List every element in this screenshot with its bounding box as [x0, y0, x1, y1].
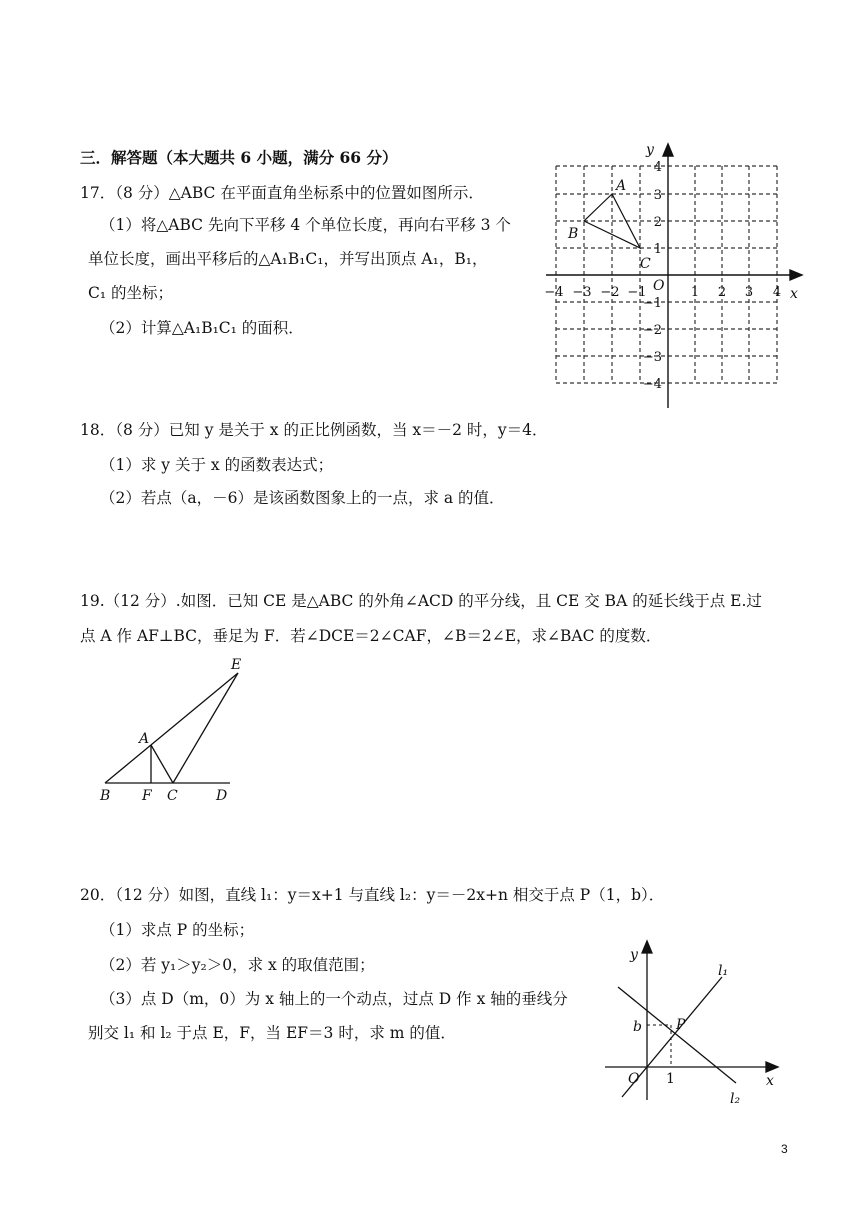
q17-y-arrow	[663, 144, 673, 156]
q17-y-tick: −2	[642, 323, 662, 338]
q20-y-label: y	[630, 947, 638, 963]
q17-x-tick: −4	[544, 285, 564, 300]
q17-label-c: C	[640, 256, 651, 272]
q19-triangle-figure	[95, 655, 245, 805]
q19-line-ce	[173, 673, 238, 783]
q18-stem: 18．（8 分）已知 y 是关于 x 的正比例函数，当 x＝－2 时，y＝4．	[80, 421, 548, 439]
q19-line-ac	[151, 745, 173, 783]
q17-y-tick: 3	[653, 188, 662, 203]
q19-label-e: E	[231, 657, 242, 673]
q17-y-tick: −1	[642, 296, 662, 311]
q20-x-label: x	[766, 1073, 774, 1089]
q17-y-tick: 1	[653, 242, 662, 257]
q18-part1: （1）求 y 关于 x 的函数表达式；	[100, 456, 334, 474]
q18-part2: （2）若点（a，－6）是该函数图象上的一点，求 a 的值．	[100, 489, 505, 507]
section-title: 三．解答题（本大题共 6 小题，满分 66 分）	[80, 148, 398, 167]
q19-label-c: C	[167, 788, 178, 804]
q20-tick-one: 1	[666, 1071, 675, 1087]
q17-part2: （2）计算△A₁B₁C₁ 的面积．	[100, 319, 304, 337]
q17-part1-line3: C₁ 的坐标；	[88, 284, 174, 302]
q20-label-b: b	[633, 1019, 642, 1035]
q17-label-b: B	[568, 226, 579, 242]
q17-x-tick: 1	[690, 285, 700, 300]
q20-stem: 20．（12 分）如图，直线 l₁：y＝x+1 与直线 l₂：y＝－2x+n 相交于点 P（1，b）．	[80, 886, 665, 904]
q17-x-tick: −1	[627, 285, 647, 300]
q20-origin-label: O	[628, 1071, 640, 1087]
q17-y-tick: 4	[653, 160, 662, 175]
q17-origin-label: O	[653, 278, 665, 294]
q17-part1-line1: （1）将△ABC 先向下平移 4 个单位长度，再向右平移 3 个	[100, 216, 511, 234]
q17-x-tick: −3	[572, 285, 592, 300]
q19-label-b: B	[100, 788, 111, 804]
q17-stem: 17．（8 分）△ABC 在平面直角坐标系中的位置如图所示．	[80, 184, 484, 202]
q20-part3-line2: 别交 l₁ 和 l₂ 于点 E，F，当 EF＝3 时，求 m 的值．	[88, 1024, 456, 1042]
q17-label-a: A	[616, 178, 627, 194]
q17-y-tick: −3	[642, 350, 662, 365]
q19-line-be	[105, 673, 238, 783]
q19-label-f: F	[142, 788, 152, 804]
q17-x-label: x	[790, 286, 798, 302]
q20-part3-line1: （3）点 D（m，0）为 x 轴上的一个动点，过点 D 作 x 轴的垂线分	[100, 990, 568, 1008]
q20-line-l2	[618, 987, 736, 1083]
q17-coordinate-figure	[540, 140, 810, 410]
q20-part1: （1）求点 P 的坐标；	[100, 921, 255, 939]
q17-x-arrow	[790, 270, 802, 280]
q17-x-tick: 2	[717, 285, 727, 300]
q19-label-d: D	[216, 788, 228, 804]
q17-y-tick: 2	[653, 215, 662, 230]
q20-y-arrow	[642, 941, 652, 953]
q20-label-l1: l₁	[718, 963, 729, 979]
q19-line1: 19.（12 分）.如图．已知 CE 是△ABC 的外角∠ACD 的平分线，且 CE 交 BA 的延长线于点 E.过	[80, 592, 762, 610]
q17-x-tick: 3	[744, 285, 754, 300]
q17-x-tick: 4	[772, 285, 782, 300]
page-number: 3	[781, 1142, 788, 1156]
q20-label-l2: l₂	[730, 1091, 741, 1107]
q19-line2: 点 A 作 AF⊥BC，垂足为 F．若∠DCE＝2∠CAF，∠B＝2∠E，求∠BAC 的度数．	[80, 627, 662, 645]
q17-y-tick: −4	[642, 377, 662, 392]
q17-part1-line2: 单位长度，画出平移后的△A₁B₁C₁，并写出顶点 A₁，B₁，	[88, 250, 488, 268]
q20-x-arrow	[766, 1062, 778, 1072]
q17-y-label: y	[646, 142, 654, 158]
q20-lines-figure	[600, 935, 790, 1110]
q20-label-p: P	[676, 1017, 686, 1033]
q17-x-tick: −2	[600, 285, 620, 300]
q20-part2: （2）若 y₁＞y₂＞0，求 x 的取值范围；	[100, 956, 375, 974]
q19-label-a: A	[139, 731, 150, 747]
